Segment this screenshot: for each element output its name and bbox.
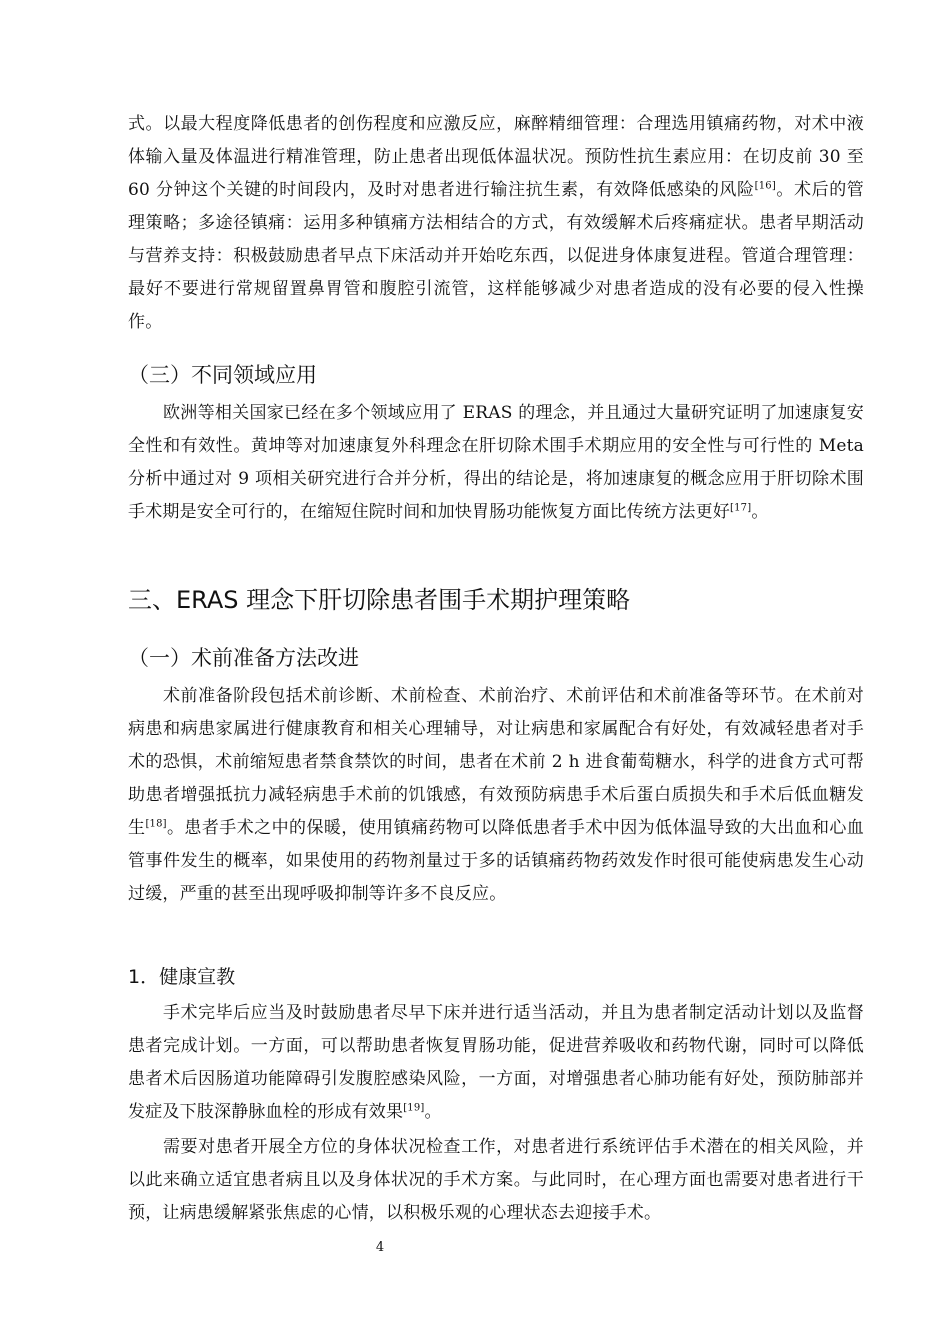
paragraph-health-education: 手术完毕后应当及时鼓励患者尽早下床并进行适当活动，并且为患者制定活动计划以及监督患者完成计划。一方面，可以帮助患者恢复胃肠功能，促进营养吸收和药物代谢，同时可以降低患者术后因肠道功能障碍引发腹腔感染风险，一方面，对增强患者心肺功能有好处，预防肺部并发症及下肢深静脉血栓的形成有效果[19]。 xyxy=(128,1003,864,1122)
subheading-health-education: 1．健康宣教 xyxy=(128,966,236,988)
heading-preoperative-preparation: （一）术前准备方法改进 xyxy=(128,646,359,670)
citation-18: [18] xyxy=(145,818,167,830)
citation-16: [16] xyxy=(754,180,776,192)
paragraph-physical-examination: 需要对患者开展全方位的身体状况检查工作，对患者进行系统评估手术潜在的相关风险，并以此来确立适宜患者病且以及身体状况的手术方案。与此同时，在心理方面也需要对患者进行干预，让病患缓解紧张焦虑的心情，以积极乐观的心理状态去迎接手术。 xyxy=(128,1137,864,1223)
paragraph-different-fields: 欧洲等相关国家已经在多个领域应用了 ERAS 的理念，并且通过大量研究证明了加速康复安全性和有效性。黄坤等对加速康复外科理念在肝切除术围手术期应用的安全性与可行性的 Meta 分析中通过对 9 项相关研究进行合并分析，得出的结论是，将加速康复的概念应用于肝切除术围手术期是安全可行的，在缩短住院时间和加快胃肠功能恢复方面比传统方法更好[17]。 xyxy=(128,403,864,522)
citation-19: [19] xyxy=(403,1102,425,1114)
section-title: 三、ERAS 理念下肝切除患者围手术期护理策略 xyxy=(128,586,631,614)
page-number: 4 xyxy=(375,1240,385,1255)
paragraph-perioperative-measures: 式。以最大程度降低患者的创伤程度和应激反应，麻醉精细管理：合理选用镇痛药物，对术中液体输入量及体温进行精准管理，防止患者出现低体温状况。预防性抗生素应用：在切皮前 30 至 60 分钟这个关键的时间段内，及时对患者进行输注抗生素，有效降低感染的风险[16]。术后的管理策略；多途径镇痛：运用多种镇痛方法相结合的方式，有效缓解术后疼痛症状。患者早期活动与营养支持：积极鼓励患者早点下床活动并开始吃东西，以促进身体康复进程。管道合理管理：最好不要进行常规留置鼻胃管和腹腔引流管，这样能够减少对患者造成的没有必要的侵入性操作。 xyxy=(128,114,864,332)
heading-different-fields: （三）不同领域应用 xyxy=(128,363,317,387)
citation-17: [17] xyxy=(730,502,752,514)
paragraph-preoperative-preparation: 术前准备阶段包括术前诊断、术前检查、术前治疗、术前评估和术前准备等环节。在术前对病患和病患家属进行健康教育和相关心理辅导，对让病患和家属配合有好处，有效减轻患者对手术的恐惧，术前缩短患者禁食禁饮的时间，患者在术前 2 h 进食葡萄糖水，科学的进食方式可帮助患者增强抵抗力减轻病患手术前的饥饿感，有效预防病患手术后蛋白质损失和手术后低血糖发生[18]。患者手术之中的保暖，使用镇痛药物可以降低患者手术中因为低体温导致的大出血和心血管事件发生的概率，如果使用的药物剂量过于多的话镇痛药物药效发作时很可能使病患发生心动过缓，严重的甚至出现呼吸抑制等许多不良反应。 xyxy=(128,686,865,904)
